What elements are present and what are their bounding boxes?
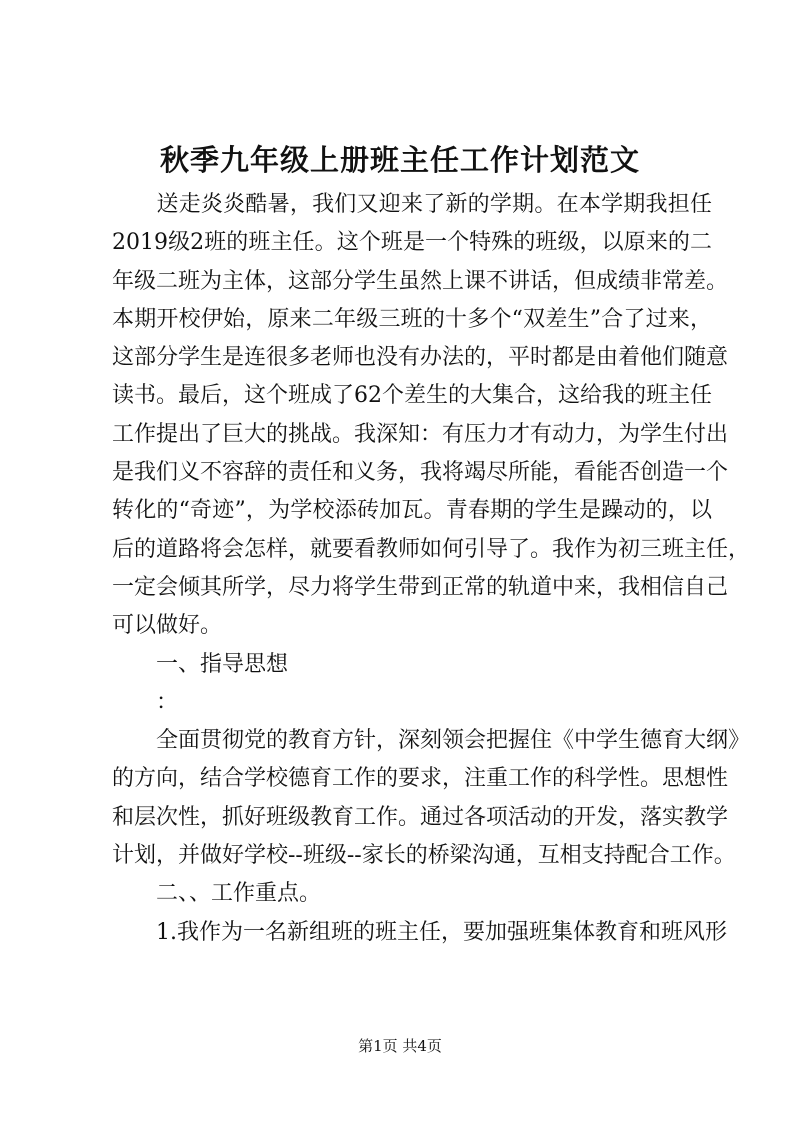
text-line: 计划，并做好学校--班级--家长的桥梁沟通，互相支持配合工作。 bbox=[112, 843, 736, 869]
text-line: 是我们义不容辞的责任和义务，我将竭尽所能，看能否创造一个 bbox=[112, 460, 729, 486]
section-heading: 一、指导思想 bbox=[112, 651, 289, 677]
text-line: 这部分学生是连很多老师也没有办法的，平时都是由着他们随意 bbox=[112, 345, 729, 371]
section-heading: 二、、工作重点。 bbox=[112, 881, 322, 907]
text-line: 工作提出了巨大的挑战。我深知：有压力才有动力，为学生付出 bbox=[112, 421, 729, 447]
text-line: 全面贯彻党的教育方针，深刻领会把握住《中学生德育大纲》 bbox=[112, 728, 751, 754]
text-line: 2019级2班的班主任。这个班是一个特殊的班级，以原来的二 bbox=[112, 230, 712, 256]
text-line: 1.我作为一名新组班的班主任，要加强班集体教育和班风形 bbox=[112, 919, 727, 945]
text-line: ： bbox=[112, 689, 179, 715]
text-line: 送走炎炎酷暑，我们又迎来了新的学期。在本学期我担任 bbox=[112, 192, 712, 217]
text-line: 读书。最后，这个班成了62个差生的大集合，这给我的班主任 bbox=[112, 383, 712, 409]
text-line: 可以做好。 bbox=[112, 613, 223, 639]
text-line: 后的道路将会怎样，就要看教师如何引导了。我作为初三班主任， bbox=[112, 536, 751, 562]
page-footer: 第1页 共4页 bbox=[358, 1037, 442, 1055]
text-line: 的方向，结合学校德育工作的要求，注重工作的科学性。思想性 bbox=[112, 766, 729, 792]
document-body bbox=[112, 186, 751, 952]
text-line: 和层次性，抓好班级教育工作。通过各项活动的开发，落实教学 bbox=[112, 804, 729, 830]
text-line: 年级二班为主体，这部分学生虽然上课不讲话，但成绩非常差。 bbox=[112, 268, 729, 294]
document-title: 秋季九年级上册班主任工作计划范文 bbox=[159, 143, 640, 177]
text-line: 一定会倾其所学，尽力将学生带到正常的轨道中来，我相信自己 bbox=[112, 574, 729, 600]
text-line: 本期开校伊始，原来二年级三班的十多个“双差生”合了过来， bbox=[112, 306, 712, 332]
text-line: 转化的“奇迹”，为学校添砖加瓦。青春期的学生是躁动的，以 bbox=[112, 498, 712, 524]
